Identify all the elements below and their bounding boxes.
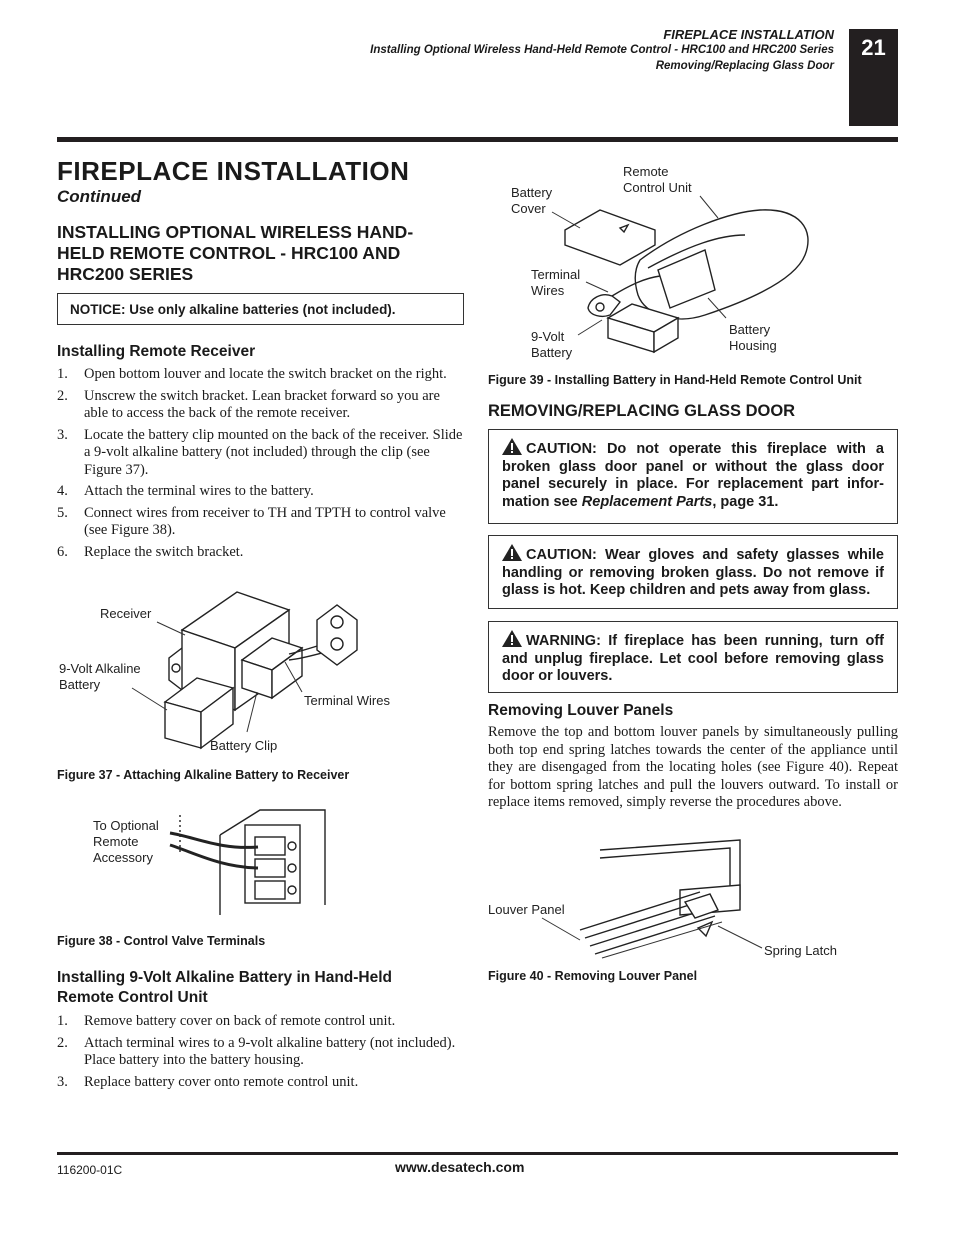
battery-cover — [565, 210, 655, 265]
notice-text: NOTICE: Use only alkaline batteries (not included). — [70, 301, 396, 317]
header-line-3: Removing/Replacing Glass Door — [655, 60, 834, 72]
notice-box — [57, 293, 464, 325]
fig37-battery-label: 9-Volt Alkaline Battery — [59, 661, 141, 692]
list-item: 2. Unscrew the switch bracket. Lean bracket forward so you are able to access the back of the remote receiver. — [57, 387, 440, 421]
warning-icon — [502, 544, 522, 561]
website-url[interactable]: www.desatech.com — [395, 1159, 525, 1175]
caution-box-1: CAUTION: Do not operate this fireplace with a broken glass door panel or without the glass door panel securely in place. For replacement part infor-mation see Replacement Parts, page 31. — [488, 429, 898, 524]
fig39-housing-label: Battery Housing — [729, 322, 777, 353]
louver-heading: Removing Louver Panels — [488, 702, 674, 719]
section-title-line: HRC200 SERIES — [57, 264, 194, 284]
fig39-remote-label: Remote Control Unit — [623, 164, 692, 195]
part-number: 116200-01C — [57, 1163, 123, 1177]
continued-label: Continued — [57, 187, 142, 206]
list-item: 6. Replace the switch bracket. — [57, 543, 244, 560]
list-item: 3. Replace battery cover onto remote control unit. — [57, 1073, 359, 1090]
section-title-line: INSTALLING OPTIONAL WIRELESS HAND- — [57, 222, 414, 242]
louver-paragraph: Remove the top and bottom louver panels by simultaneously pulling both top end spring latches towards the center of the appliance until they are disengaged from the locating holes (see Figure 40). Repeat for bottom spring latches and pull the louvers outward. To install or replace items removed, simply reverse the procedures above. — [488, 724, 898, 810]
list-item: 2. Attach terminal wires to a 9-volt alkaline battery (not included). Place battery into the battery housing. — [57, 1034, 456, 1068]
fig40-louver-panel-label: Louver Panel — [488, 902, 565, 917]
receiver-heading: Installing Remote Receiver — [57, 343, 256, 360]
list-item: 1. Open bottom louver and locate the switch bracket on the right. — [57, 366, 447, 382]
battery-heading: Installing 9-Volt Alkaline Battery in Hand-Held Remote Control Unit — [57, 969, 393, 1006]
running-header — [370, 27, 834, 74]
battery-steps — [57, 1013, 466, 1095]
fig39-battery-label: 9-Volt Battery — [531, 329, 573, 360]
warning-box: WARNING: If fireplace has been running, turn off and unplug fireplace. Let cool before removing glass door or louvers. — [488, 621, 898, 693]
fig39-terminal-label: Terminal Wires — [531, 267, 581, 298]
figure-38-caption: Figure 38 - Control Valve Terminals — [57, 934, 266, 948]
warning-icon — [502, 438, 522, 455]
caution-box-2: CAUTION: Wear gloves and safety glasses while handling or removing broken glass. Do not remove if glass is hot. Keep children and pets away from glass. — [488, 535, 898, 609]
fig38-label: To Optional Remote Accessory — [93, 818, 159, 865]
terminal-connector — [317, 605, 357, 665]
fig39-battery-cover-label: Battery Cover — [511, 185, 553, 216]
page-title: FIREPLACE INSTALLATION — [57, 156, 410, 186]
receiver-steps — [57, 366, 466, 565]
glass-door-heading: REMOVING/REPLACING GLASS DOOR — [488, 402, 796, 420]
page-number: 21 — [849, 29, 898, 126]
header-rule — [57, 137, 898, 142]
footer-rule — [57, 1152, 898, 1155]
fig37-terminal-wires-label: Terminal Wires — [304, 693, 390, 708]
warning-icon — [502, 630, 522, 647]
figure-38-illustration — [160, 795, 340, 925]
fig40-spring-latch-label: Spring Latch — [764, 943, 837, 958]
list-item: 5. Connect wires from receiver to TH and TPTH to control valve (see Figure 38). — [57, 504, 446, 538]
fig37-receiver-label: Receiver — [100, 606, 152, 621]
header-section: FIREPLACE INSTALLATION — [663, 27, 834, 42]
figure-39-caption: Figure 39 - Installing Battery in Hand-Held Remote Control Unit — [488, 373, 862, 387]
figure-40-caption: Figure 40 - Removing Louver Panel — [488, 969, 698, 983]
list-item: 4. Attach the terminal wires to the battery. — [57, 483, 314, 499]
list-item: 1. Remove battery cover on back of remote control unit. — [57, 1013, 396, 1029]
remote-section-title — [57, 222, 467, 285]
figure-37-caption: Figure 37 - Attaching Alkaline Battery to Receiver — [57, 768, 350, 782]
section-title-line: HELD REMOTE CONTROL - HRC100 AND — [57, 243, 401, 263]
fig37-battery-clip-label: Battery Clip — [210, 738, 278, 753]
header-line-2: Installing Optional Wireless Hand-Held Remote Control - HRC100 and HRC200 Series — [370, 44, 834, 56]
remote-body — [635, 210, 808, 319]
list-item: 3. Locate the battery clip mounted on the back of the receiver. Slide a 9-volt alkaline battery (not included) through the clip (see Figure 37). — [57, 426, 463, 478]
